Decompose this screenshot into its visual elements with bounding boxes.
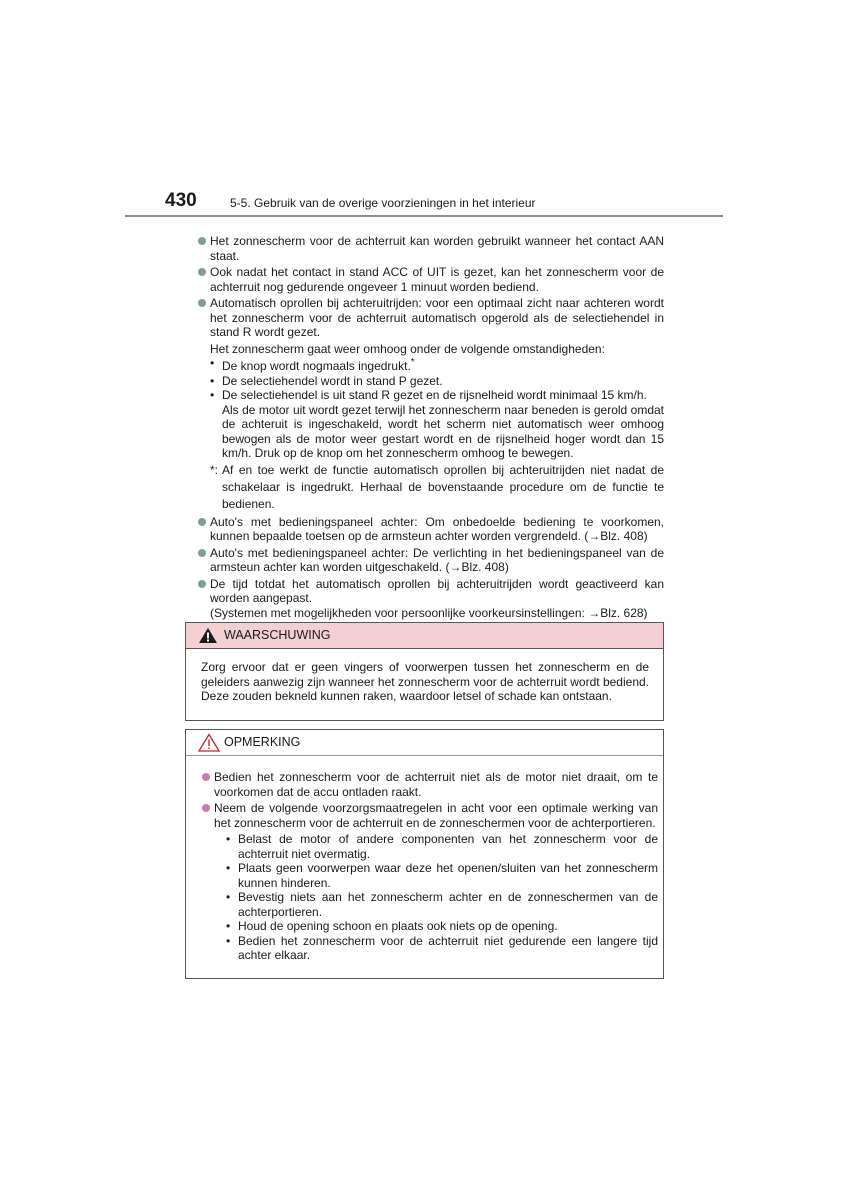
list-item xyxy=(202,801,658,963)
notice-body xyxy=(202,770,658,965)
bullet-icon xyxy=(202,804,210,812)
sub-section xyxy=(214,832,658,963)
small-bullet-icon: • xyxy=(226,890,231,904)
header-rule xyxy=(125,215,723,217)
sub-item-text: Houd de opening schoon en plaats ook niets op de opening. xyxy=(238,919,558,933)
list-item xyxy=(198,515,664,544)
item-text: Ook nadat het contact in stand ACC of UIT is gezet, kan het zonnescherm voor de achterruit nog gedurende ongeveer 1 minuut worden bediend. xyxy=(210,265,664,294)
list-item xyxy=(202,770,658,799)
caution-triangle-icon xyxy=(198,733,220,752)
sub-item xyxy=(226,832,658,861)
sub-item-text: Plaats geen voorwerpen waar deze het openen/sluiten van het zonnescherm kunnen hinderen. xyxy=(238,861,658,890)
list-item xyxy=(198,577,664,621)
footnote-mark: *: xyxy=(210,462,219,477)
item-text: Auto's met bedieningspaneel achter: Om onbedoelde bediening te voorkomen, kunnen bepaalde toetsen op de armsteun achter worden vergrendeld. (→Blz. 408) xyxy=(210,514,664,543)
small-bullet-icon: • xyxy=(226,861,231,875)
sub-item xyxy=(226,934,658,963)
small-bullet-icon: • xyxy=(226,919,231,933)
warning-box xyxy=(185,622,664,721)
sub-section xyxy=(210,342,664,513)
bullet-icon xyxy=(198,580,206,588)
item-text: Neem de volgende voorzorgsmaatregelen in acht voor een optimale werking van het zonnescherm voor de achterruit en de zonneschermen voor de achterportieren. xyxy=(214,801,658,830)
footnote-ref: * xyxy=(410,357,415,368)
sub-intro: Het zonnescherm gaat weer omhoog onder de volgende omstandigheden: xyxy=(210,341,605,356)
sub-item-text: Bedien het zonnescherm voor de achterruit niet gedurende een langere tijd achter elkaar. xyxy=(238,933,658,962)
warning-title: WAARSCHUWING xyxy=(224,628,331,642)
item-extra: (Systemen met mogelijkheden voor persoonlijke voorkeursinstellingen: →Blz. 628) xyxy=(210,605,648,620)
sub-item xyxy=(226,890,658,919)
list-item xyxy=(198,234,664,263)
warning-header xyxy=(186,623,663,649)
small-bullet-icon: • xyxy=(210,373,215,388)
small-bullet-icon: • xyxy=(210,356,215,370)
item-text: Het zonnescherm voor de achterruit kan worden gebruikt wanneer het contact AAN staat. xyxy=(210,234,664,263)
item-text: Automatisch oprollen bij achteruitrijden: voor een optimaal zicht naar achteren wordt het zonnescherm voor de achterruit automatisch opgerold als de selectiehendel in stand R wordt gezet. xyxy=(210,296,664,339)
sub-item-text: Belast de motor of andere componenten van het zonnescherm voor de achterruit niet overmatig. xyxy=(238,832,658,861)
sub-item-text: De selectiehendel is uit stand R gezet en de rijsnelheid wordt minimaal 15 km/h. Als de motor uit wordt gezet terwijl het zonnescherm naar beneden is gerold omdat de achteruit is ingeschakeld, wordt het scherm niet automatisch weer omhoog bewogen als de motor weer gestart wordt en de rijsnelheid hoger wordt dan 15 km/h. Druk op de knop om het zonnescherm omhoog te bewegen. xyxy=(222,388,664,460)
bullet-icon xyxy=(198,518,206,526)
footnote-text: Af en toe werkt de functie automatisch oprollen bij achteruitrijden niet nadat de schakelaar is ingedrukt. Herhaal de bovenstaande procedure om de functie te bedienen. xyxy=(222,462,664,511)
sub-item xyxy=(226,919,658,934)
sub-item-text: De selectiehendel wordt in stand P gezet. xyxy=(222,373,443,388)
item-text: Bedien het zonnescherm voor de achterruit niet als de motor niet draait, om te voorkomen dat de accu ontladen raakt. xyxy=(214,770,658,799)
page-number: 430 xyxy=(165,190,197,211)
sub-item xyxy=(210,356,664,374)
warning-body: Zorg ervoor dat er geen vingers of voorwerpen tussen het zonnescherm en de geleiders aanwezig zijn wanneer het zonnescherm voor de achterruit wordt bediend. Deze zouden bekneld kunnen raken, waardoor letsel of schade kan ontstaan. xyxy=(201,660,649,703)
section-title: 5-5. Gebruik van de overige voorzieningen in het interieur xyxy=(230,196,536,210)
list-item xyxy=(198,265,664,294)
small-bullet-icon: • xyxy=(210,388,215,402)
bullet-icon xyxy=(202,773,210,781)
list-item xyxy=(198,296,664,513)
item-text: Auto's met bedieningspaneel achter: De verlichting in het bedieningspaneel van de armsteun achter kan worden uitgeschakeld. (→Blz. 408) xyxy=(210,545,664,574)
notice-header xyxy=(186,730,663,756)
notice-title: OPMERKING xyxy=(224,735,301,749)
notice-box xyxy=(185,729,664,979)
sub-item xyxy=(210,388,664,461)
sub-item-text: Bevestig niets aan het zonnescherm achter en de zonneschermen van de achterportieren. xyxy=(238,890,658,919)
list-item xyxy=(198,546,664,575)
warning-triangle-icon xyxy=(198,627,218,644)
small-bullet-icon: • xyxy=(226,832,231,846)
small-bullet-icon: • xyxy=(226,933,231,948)
sub-item xyxy=(210,374,664,389)
item-text: De tijd totdat het automatisch oprollen bij achteruitrijden wordt geactiveerd kan worden aangepast. xyxy=(210,576,664,605)
sub-item-text: De knop wordt nogmaals ingedrukt. xyxy=(222,359,411,373)
bullet-icon xyxy=(198,299,206,307)
bullet-icon xyxy=(198,268,206,276)
main-content xyxy=(198,234,664,622)
footnote xyxy=(210,462,664,513)
bullet-icon xyxy=(198,549,206,557)
bullet-icon xyxy=(198,237,206,245)
sub-item xyxy=(226,861,658,890)
